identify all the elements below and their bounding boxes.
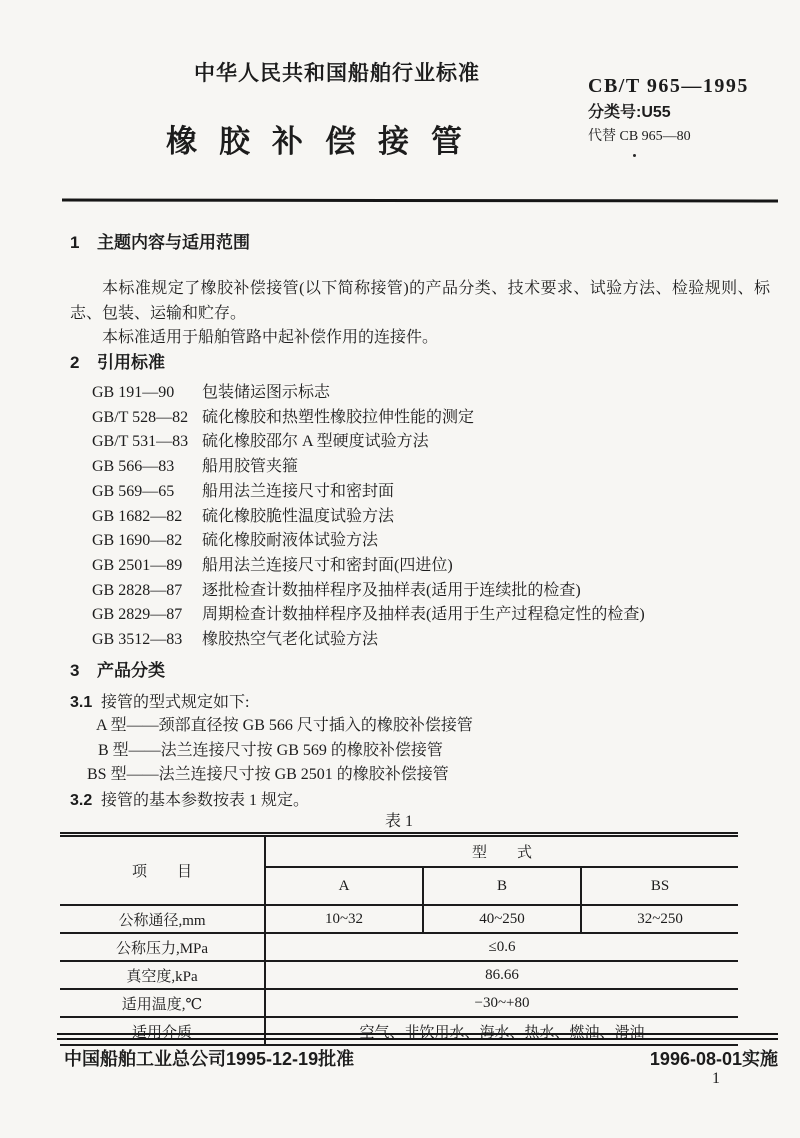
reference-title: 船用法兰连接尺寸和密封面(四进位) <box>202 556 453 574</box>
reference-title: 包装储运图示标志 <box>202 384 331 401</box>
cell-value: 10~32 <box>265 905 423 933</box>
classification-number: 分类号:U55 <box>588 104 671 121</box>
cell-value: ≤0.6 <box>265 933 738 961</box>
pipe-type-b: B 型——法兰连接尺寸按 GB 569 的橡胶补偿接管 <box>98 741 443 759</box>
section-3-number: 3 <box>70 661 80 680</box>
table-header-row-1 <box>60 835 738 868</box>
reference-number: GB 1690—82 <box>92 532 183 550</box>
reference-item <box>92 381 645 406</box>
page-number: 1 <box>712 1070 720 1087</box>
cell-value: −30~+80 <box>265 989 738 1017</box>
header-divider <box>62 199 778 203</box>
cell-value: 32~250 <box>581 905 738 933</box>
reference-item <box>92 554 645 579</box>
reference-list <box>92 381 645 653</box>
clause-3-2-text: 接管的基本参数按表 1 规定。 <box>101 792 310 809</box>
reference-number: GB/T 528—82 <box>92 408 189 426</box>
pipe-type-list <box>70 714 473 788</box>
column-header-type-bs: BS <box>581 867 738 905</box>
reference-title: 周期检查计数抽样程序及抽样表(适用于生产过程稳定性的检查) <box>202 606 645 624</box>
column-header-type-b: B <box>423 867 581 905</box>
clause-3-1-text: 接管的型式规定如下: <box>101 694 250 711</box>
reference-number: GB/T 531—83 <box>92 433 189 451</box>
row-label: 公称通径,mm <box>60 905 265 933</box>
standard-code: CB/T 965—1995 <box>588 75 749 97</box>
reference-title: 逐批检查计数抽样程序及抽样表(适用于连续批的检查) <box>202 581 581 599</box>
parameters-table <box>60 832 738 1046</box>
reference-title: 船用法兰连接尺寸和密封面 <box>202 482 395 500</box>
approval-note: 中国船舶工业总公司1995-12-19批准 <box>64 1049 355 1069</box>
cell-value: 空气、非饮用水、海水、热水、燃油、滑油 <box>359 1024 645 1041</box>
reference-number: GB 191—90 <box>92 384 175 401</box>
reference-number: GB 3512—83 <box>92 631 183 649</box>
clause-3-2 <box>70 787 309 810</box>
section-2-title: 引用标准 <box>97 353 165 372</box>
section-1-number: 1 <box>70 233 80 252</box>
replaces-note: 代替 CB 965—80 <box>588 129 691 144</box>
section-2-number: 2 <box>70 353 80 372</box>
section-1-paragraph-2: 本标准适用于船舶管路中起补偿作用的连接件。 <box>102 329 439 346</box>
section-2-heading <box>70 348 165 373</box>
standard-code-block <box>588 76 749 144</box>
reference-item <box>92 529 645 554</box>
table-1-caption: 表 1 <box>384 813 413 830</box>
reference-title: 硫化橡胶耐液体试验方法 <box>202 532 379 550</box>
section-1-paragraph-1: 本标准规定了橡胶补偿接管(以下简称接管)的产品分类、技术要求、试验方法、检验规则、标志、包装、运输和贮存。 <box>70 280 770 322</box>
reference-number: GB 2501—89 <box>92 556 183 574</box>
reference-title: 橡胶热空气老化试验方法 <box>202 631 379 649</box>
reference-item <box>92 455 645 480</box>
standard-org-name: 中华人民共和国船舶行业标准 <box>194 62 480 85</box>
reference-item <box>92 579 645 604</box>
table-row-pressure <box>60 933 738 961</box>
reference-item <box>92 628 645 653</box>
document-title: 橡胶补偿接管 <box>166 124 484 159</box>
reference-title: 硫化橡胶脆性温度试验方法 <box>202 507 395 525</box>
reference-item <box>92 406 645 431</box>
row-label: 公称压力,MPa <box>60 933 265 961</box>
cell-value: 40~250 <box>423 905 581 933</box>
reference-item <box>92 505 645 530</box>
cell-value: 86.66 <box>265 961 738 989</box>
footer-divider <box>57 1033 778 1040</box>
column-header-type: 型 式 <box>265 835 738 868</box>
section-1-title: 主题内容与适用范围 <box>97 233 250 252</box>
row-label: 适用温度,℃ <box>60 989 265 1017</box>
reference-number: GB 569—65 <box>92 482 175 500</box>
section-1-heading <box>70 228 250 253</box>
pipe-type-a: A 型——颈部直径按 GB 566 尺寸插入的橡胶补偿接管 <box>96 717 473 734</box>
reference-item <box>92 480 645 505</box>
reference-item <box>92 430 645 455</box>
section-3-heading <box>70 656 165 681</box>
reference-title: 船用胶管夹箍 <box>202 458 299 476</box>
pipe-type-bs: BS 型——法兰连接尺寸按 GB 2501 的橡胶补偿接管 <box>87 766 449 783</box>
reference-title: 硫化橡胶邵尔 A 型硬度试验方法 <box>202 433 429 451</box>
section-3-title: 产品分类 <box>97 661 165 680</box>
scan-speck <box>633 154 636 157</box>
reference-number: GB 1682—82 <box>92 507 183 525</box>
reference-number: GB 566—83 <box>92 458 175 476</box>
table-row-temperature <box>60 989 738 1017</box>
reference-number: GB 2829—87 <box>92 606 183 624</box>
table-row-medium <box>60 1017 738 1045</box>
column-header-item: 项 目 <box>60 835 265 906</box>
row-label: 适用介质 <box>60 1017 265 1045</box>
implementation-note: 1996-08-01实施 <box>649 1049 778 1069</box>
footer <box>64 1045 778 1071</box>
row-label: 真空度,kPa <box>60 961 265 989</box>
reference-number: GB 2828—87 <box>92 581 183 599</box>
column-header-type-a: A <box>265 867 423 905</box>
clause-3-1 <box>70 689 249 712</box>
clause-3-1-number: 3.1 <box>70 694 93 711</box>
reference-item <box>92 603 645 628</box>
table-row-vacuum <box>60 961 738 989</box>
reference-title: 硫化橡胶和热塑性橡胶拉伸性能的测定 <box>202 408 475 426</box>
clause-3-2-number: 3.2 <box>70 792 93 809</box>
table-row-diameter <box>60 905 738 933</box>
